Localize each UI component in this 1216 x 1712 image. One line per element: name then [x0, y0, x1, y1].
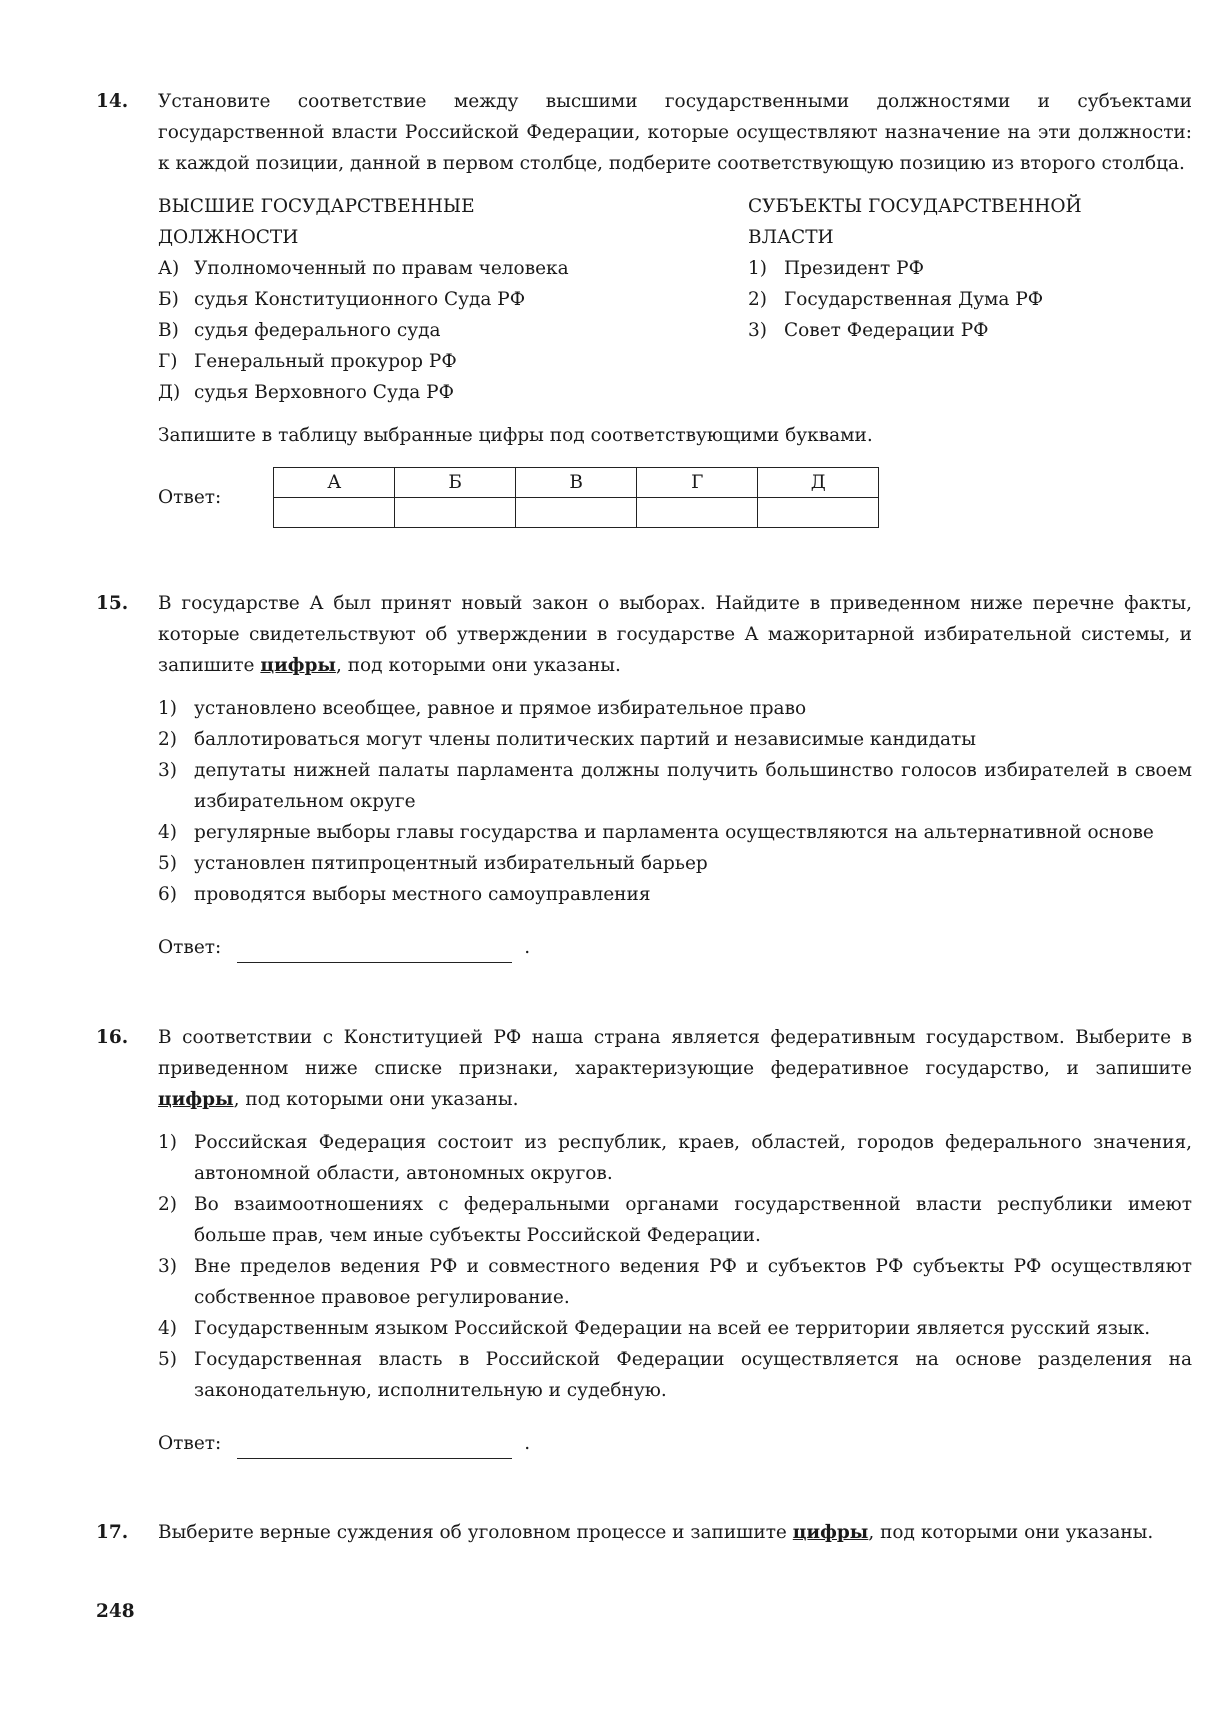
- answer-label: Ответ:: [158, 487, 222, 508]
- list-item: 3) Вне пределов ведения РФ и совместного ведения РФ и субъектов РФ субъекты РФ осуществляют собственное правовое регулирование.: [158, 1256, 1192, 1308]
- list-item: 4) регулярные выборы главы государства и парламента осуществляются на альтернативной основе: [158, 822, 1154, 843]
- list-item: Д) судья Верховного Суда РФ: [158, 382, 454, 403]
- answer-label: Ответ:: [158, 937, 222, 958]
- list-item: Б) судья Конституционного Суда РФ: [158, 289, 526, 310]
- task-15: [96, 588, 1192, 963]
- list-item: 3) Совет Федерации РФ: [748, 320, 989, 341]
- answer-cell[interactable]: [274, 498, 395, 528]
- answer-row: [158, 467, 1192, 528]
- column-header: ВЫСШИЕ ГОСУДАРСТВЕННЫЕ: [158, 196, 475, 217]
- task-intro: В соответствии с Конституцией РФ наша страна является федеративным государством. Выберите в приведенном ниже списке признаки, характеризующие федеративное государство, и запишите цифры, под которыми они указаны.: [158, 1027, 1192, 1110]
- task-17: [96, 1517, 1192, 1548]
- answer-cell[interactable]: [637, 498, 758, 528]
- list-item: Г) Генеральный прокурор РФ: [158, 351, 457, 372]
- task-number: 14.: [96, 91, 129, 112]
- options-list: [158, 693, 1192, 910]
- column-subjects: [748, 191, 1192, 408]
- list-item: 2) баллотироваться могут члены политических партий и независимые кандидаты: [158, 729, 976, 750]
- list-item: 5) установлен пятипроцентный избирательный барьер: [158, 853, 708, 874]
- instruction: Запишите в таблицу выбранные цифры под соответствующими буквами.: [158, 425, 873, 446]
- answer-label: Ответ:: [158, 1433, 222, 1454]
- answer-line[interactable]: [237, 1436, 512, 1459]
- list-item: 2) Государственная Дума РФ: [748, 289, 1044, 310]
- table-header: А: [274, 468, 395, 498]
- matching-columns: [158, 191, 1192, 408]
- task-intro: В государстве А был принят новый закон о выборах. Найдите в приведенном ниже перечне факты, которые свидетельствуют об утверждении в государстве А мажоритарной избирательной системы, и запишите цифры, под которыми они указаны.: [158, 593, 1192, 676]
- list-item: В) судья федерального суда: [158, 320, 441, 341]
- list-item: 1) Президент РФ: [748, 258, 924, 279]
- emphasis-digits: цифры: [260, 655, 336, 676]
- answer-cell[interactable]: [758, 498, 879, 528]
- emphasis-digits: цифры: [792, 1522, 869, 1543]
- emphasis-digits: цифры: [158, 1089, 234, 1110]
- table-header: В: [516, 468, 637, 498]
- answer-cell[interactable]: [516, 498, 637, 528]
- column-header: ДОЛЖНОСТИ: [158, 227, 299, 248]
- list-item: 1) Российская Федерация состоит из республик, краев, областей, городов федерального значения, автономной области, автономных округов.: [158, 1132, 1192, 1184]
- page-number: 248: [96, 1601, 135, 1622]
- answer-table: [273, 467, 879, 528]
- task-number: 16.: [96, 1027, 129, 1048]
- task-intro: Установите соответствие между высшими государственными должностями и субъектами государственной власти Российской Федерации, которые осуществляют назначение на эти должности: к каждой позиции, данной в первом столбце, подберите соответствующую позицию из второго столбца.: [158, 91, 1192, 174]
- column-header: СУБЪЕКТЫ ГОСУДАРСТВЕННОЙ: [748, 196, 1082, 217]
- task-intro: Выберите верные суждения об уголовном процессе и запишите цифры, под которыми они указаны.: [158, 1522, 1154, 1543]
- list-item: 4) Государственным языком Российской Федерации на всей ее территории является русский язык.: [158, 1318, 1151, 1339]
- table-header: Г: [637, 468, 758, 498]
- list-item: А) Уполномоченный по правам человека: [158, 258, 569, 279]
- task-16: [96, 1022, 1192, 1459]
- answer-row: Ответ: .: [158, 1428, 1192, 1459]
- list-item: 5) Государственная власть в Российской Федерации осуществляется на основе разделения на законодательную, исполнительную и судебную.: [158, 1349, 1192, 1401]
- answer-cell[interactable]: [395, 498, 516, 528]
- column-positions: [158, 191, 748, 408]
- task-14: [96, 86, 1192, 528]
- column-header: ВЛАСТИ: [748, 227, 834, 248]
- list-item: 2) Во взаимоотношениях с федеральными органами государственной власти республики имеют больше прав, чем иные субъекты Российской Федерации.: [158, 1194, 1192, 1246]
- table-header: Д: [758, 468, 879, 498]
- list-item: 1) установлено всеобщее, равное и прямое избирательное право: [158, 698, 807, 719]
- list-item: 3) депутаты нижней палаты парламента должны получить большинство голосов избирателей в своем избирательном округе: [158, 760, 1192, 812]
- options-list: [158, 1127, 1192, 1406]
- table-header: Б: [395, 468, 516, 498]
- task-number: 17.: [96, 1522, 129, 1543]
- answer-line[interactable]: [237, 940, 512, 963]
- list-item: 6) проводятся выборы местного самоуправления: [158, 884, 651, 905]
- task-number: 15.: [96, 593, 129, 614]
- answer-row: Ответ: .: [158, 932, 1192, 963]
